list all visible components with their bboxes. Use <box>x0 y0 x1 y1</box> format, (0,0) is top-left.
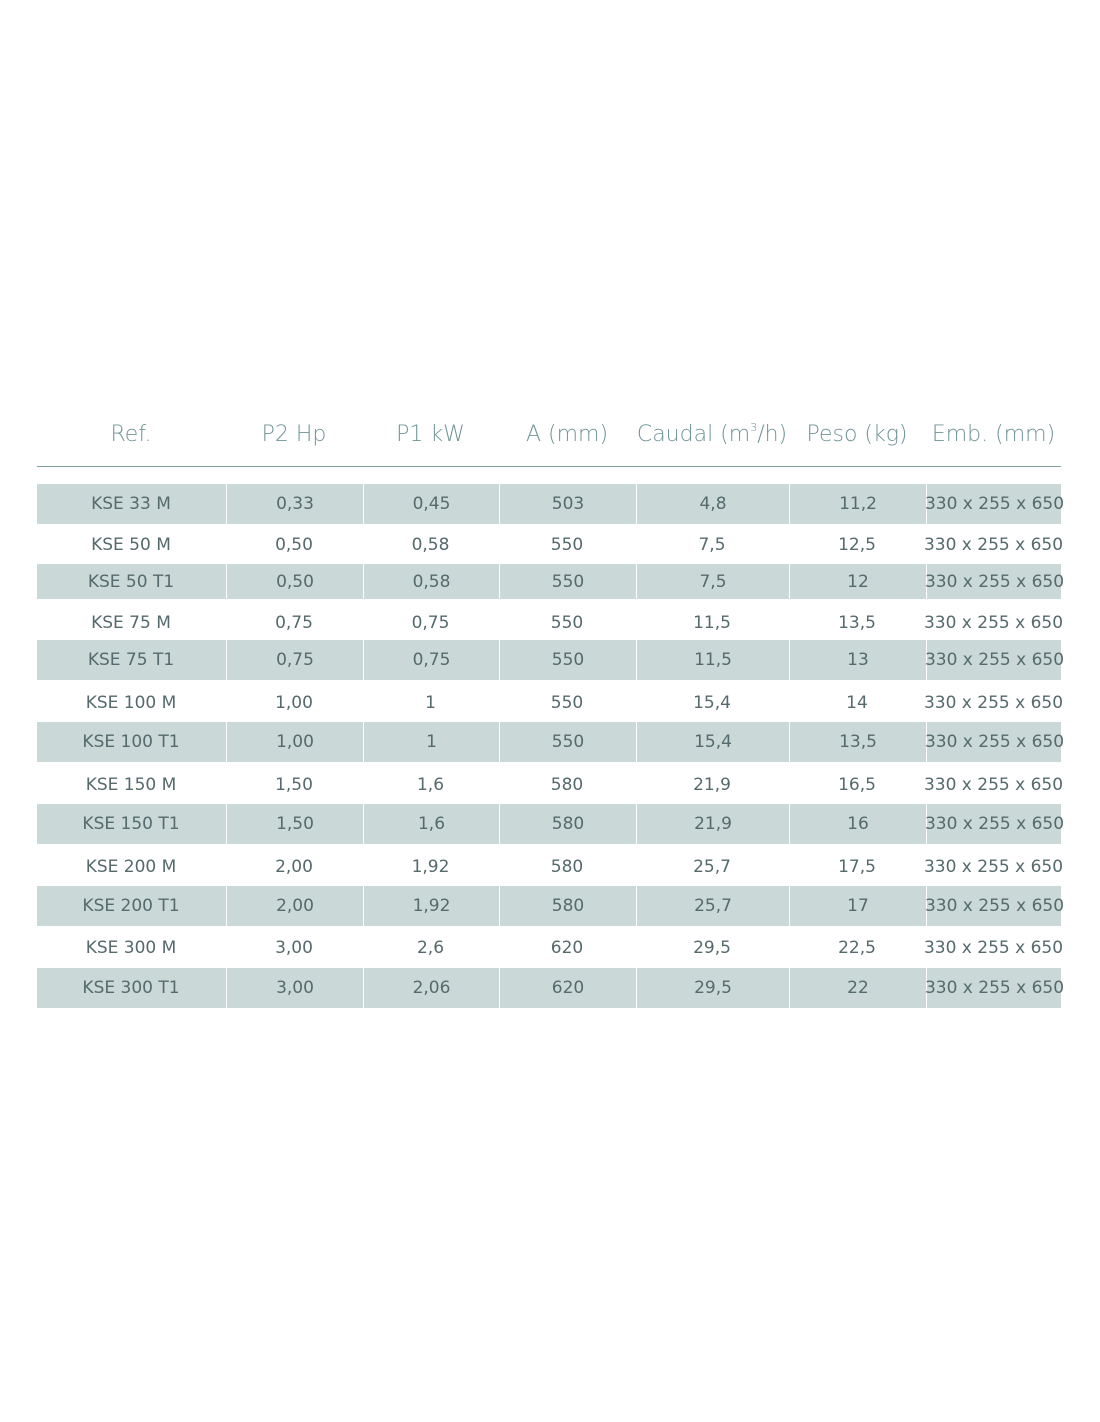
cell-emb: 330 x 255 x 650 <box>926 484 1062 524</box>
cell-a-mm: 503 <box>499 484 636 524</box>
table-row <box>37 886 1065 926</box>
cell-ref: KSE 50 T1 <box>87 571 175 592</box>
cell-p1-kw: 0,58 <box>411 534 450 555</box>
cell-p1-kw: 1 <box>363 722 499 762</box>
cell-a-mm: 550 <box>550 693 584 713</box>
cell-emb: 330 x 255 x 650 <box>923 857 1064 877</box>
cell-p1-kw: 0,58 <box>363 564 499 599</box>
cell-a-mm: 580 <box>499 886 636 926</box>
table-row <box>37 602 1064 644</box>
cell-ref: KSE 75 M <box>91 613 171 633</box>
cell-p2-hp: 0,33 <box>226 484 363 524</box>
cell-p2-hp: 3,00 <box>226 968 363 1008</box>
cell-p2-hp: 1,50 <box>226 804 363 844</box>
cell-p1-kw: 0,75 <box>363 640 499 680</box>
cell-p1-kw: 1,6 <box>363 804 499 844</box>
cell-peso: 12,5 <box>838 534 876 555</box>
cell-caudal: 7,5 <box>698 534 726 555</box>
table-row <box>37 640 1065 680</box>
header-a-mm: A (mm) <box>525 422 609 447</box>
cell-a-mm: 550 <box>499 564 636 599</box>
cell-emb: 330 x 255 x 650 <box>926 804 1062 844</box>
cell-p1-kw: 1,92 <box>363 886 499 926</box>
cell-caudal: 29,5 <box>636 968 789 1008</box>
cell-p1-kw: 0,75 <box>411 613 450 633</box>
cell-ref: KSE 300 T1 <box>82 978 180 998</box>
cell-caudal: 15,4 <box>636 722 789 762</box>
cell-p2-hp: 1,00 <box>275 693 313 713</box>
header-caudal-superscript: 3 <box>750 420 758 434</box>
cell-p2-hp: 0,75 <box>275 613 313 633</box>
table-row <box>37 683 1064 723</box>
cell-caudal: 25,7 <box>693 857 731 877</box>
table-row <box>37 564 1065 599</box>
cell-a-mm: 550 <box>550 534 584 555</box>
table-body <box>37 484 1065 1008</box>
table-header <box>37 410 1061 467</box>
cell-p1-kw: 1,92 <box>411 857 450 877</box>
header-caudal-text: Caudal (m <box>636 422 751 447</box>
cell-peso: 16 <box>789 804 926 844</box>
cell-caudal: 25,7 <box>636 886 789 926</box>
cell-peso: 12 <box>789 564 926 599</box>
table-row <box>37 968 1065 1008</box>
cell-peso: 13,5 <box>838 613 876 633</box>
table-row <box>37 722 1065 762</box>
cell-a-mm: 580 <box>499 804 636 844</box>
cell-ref: KSE 200 M <box>85 857 177 877</box>
cell-ref: KSE 75 T1 <box>87 650 175 670</box>
cell-ref: KSE 50 M <box>91 534 171 555</box>
cell-ref: KSE 100 M <box>85 693 177 713</box>
cell-p1-kw: 0,45 <box>363 484 499 524</box>
cell-a-mm: 580 <box>550 857 584 877</box>
cell-a-mm: 550 <box>499 640 636 680</box>
cell-ref: KSE 300 M <box>85 938 177 958</box>
cell-p2-hp: 1,50 <box>275 775 313 795</box>
cell-emb: 330 x 255 x 650 <box>923 775 1064 795</box>
table-row <box>37 765 1064 805</box>
cell-peso: 11,2 <box>789 484 926 524</box>
cell-p2-hp: 0,50 <box>275 534 313 555</box>
cell-peso: 17,5 <box>838 857 876 877</box>
header-peso: Peso (kg) <box>806 422 908 447</box>
header-caudal-suffix: /h) <box>757 422 788 447</box>
cell-emb: 330 x 255 x 650 <box>926 564 1062 599</box>
cell-p1-kw: 1,6 <box>416 775 445 795</box>
cell-caudal: 21,9 <box>636 804 789 844</box>
cell-ref: KSE 33 M <box>91 494 171 514</box>
cell-caudal: 11,5 <box>693 613 731 633</box>
cell-emb: 330 x 255 x 650 <box>926 968 1062 1008</box>
cell-ref: KSE 100 T1 <box>82 732 180 752</box>
cell-caudal: 21,9 <box>693 775 731 795</box>
cell-p2-hp: 1,00 <box>226 722 363 762</box>
cell-p2-hp: 2,00 <box>226 886 363 926</box>
header-p2-hp: P2 Hp <box>261 422 327 447</box>
cell-peso: 13,5 <box>789 722 926 762</box>
cell-p2-hp: 3,00 <box>275 938 313 958</box>
cell-emb: 330 x 255 x 650 <box>926 886 1062 926</box>
header-ref: Ref. <box>110 422 152 447</box>
cell-peso: 16,5 <box>838 775 876 795</box>
cell-p2-hp: 0,50 <box>226 564 363 599</box>
cell-a-mm: 620 <box>499 968 636 1008</box>
cell-p1-kw: 1 <box>425 693 436 713</box>
cell-a-mm: 550 <box>499 722 636 762</box>
cell-caudal: 11,5 <box>636 640 789 680</box>
cell-emb: 330 x 255 x 650 <box>923 938 1064 958</box>
table-row <box>37 928 1064 968</box>
cell-peso: 22 <box>789 968 926 1008</box>
cell-ref: KSE 200 T1 <box>82 896 180 916</box>
cell-ref: KSE 150 M <box>85 775 177 795</box>
cell-emb: 330 x 255 x 650 <box>923 613 1064 633</box>
cell-peso: 13 <box>789 640 926 680</box>
cell-peso: 17 <box>789 886 926 926</box>
cell-emb: 330 x 255 x 650 <box>926 640 1062 680</box>
cell-p1-kw: 2,6 <box>416 938 445 958</box>
cell-a-mm: 550 <box>550 613 584 633</box>
cell-caudal: 29,5 <box>693 938 731 958</box>
header-emb: Emb. (mm) <box>931 422 1056 447</box>
table-row <box>37 527 1064 562</box>
header-p1-kw: P1 kW <box>396 422 465 447</box>
cell-caudal: 15,4 <box>693 693 731 713</box>
cell-caudal: 4,8 <box>636 484 789 524</box>
cell-emb: 330 x 255 x 650 <box>923 534 1064 555</box>
table-row <box>37 804 1065 844</box>
header-caudal <box>636 410 788 460</box>
cell-emb: 330 x 255 x 650 <box>926 722 1062 762</box>
cell-a-mm: 620 <box>550 938 584 958</box>
cell-p2-hp: 2,00 <box>275 857 313 877</box>
table-row <box>37 847 1064 887</box>
cell-ref: KSE 150 T1 <box>82 814 180 834</box>
cell-caudal: 7,5 <box>636 564 789 599</box>
cell-p1-kw: 2,06 <box>363 968 499 1008</box>
table-row <box>37 484 1065 524</box>
spec-table <box>37 410 1065 1008</box>
cell-emb: 330 x 255 x 650 <box>923 693 1064 713</box>
cell-a-mm: 580 <box>550 775 584 795</box>
cell-peso: 22,5 <box>838 938 876 958</box>
cell-p2-hp: 0,75 <box>226 640 363 680</box>
cell-peso: 14 <box>846 693 868 713</box>
